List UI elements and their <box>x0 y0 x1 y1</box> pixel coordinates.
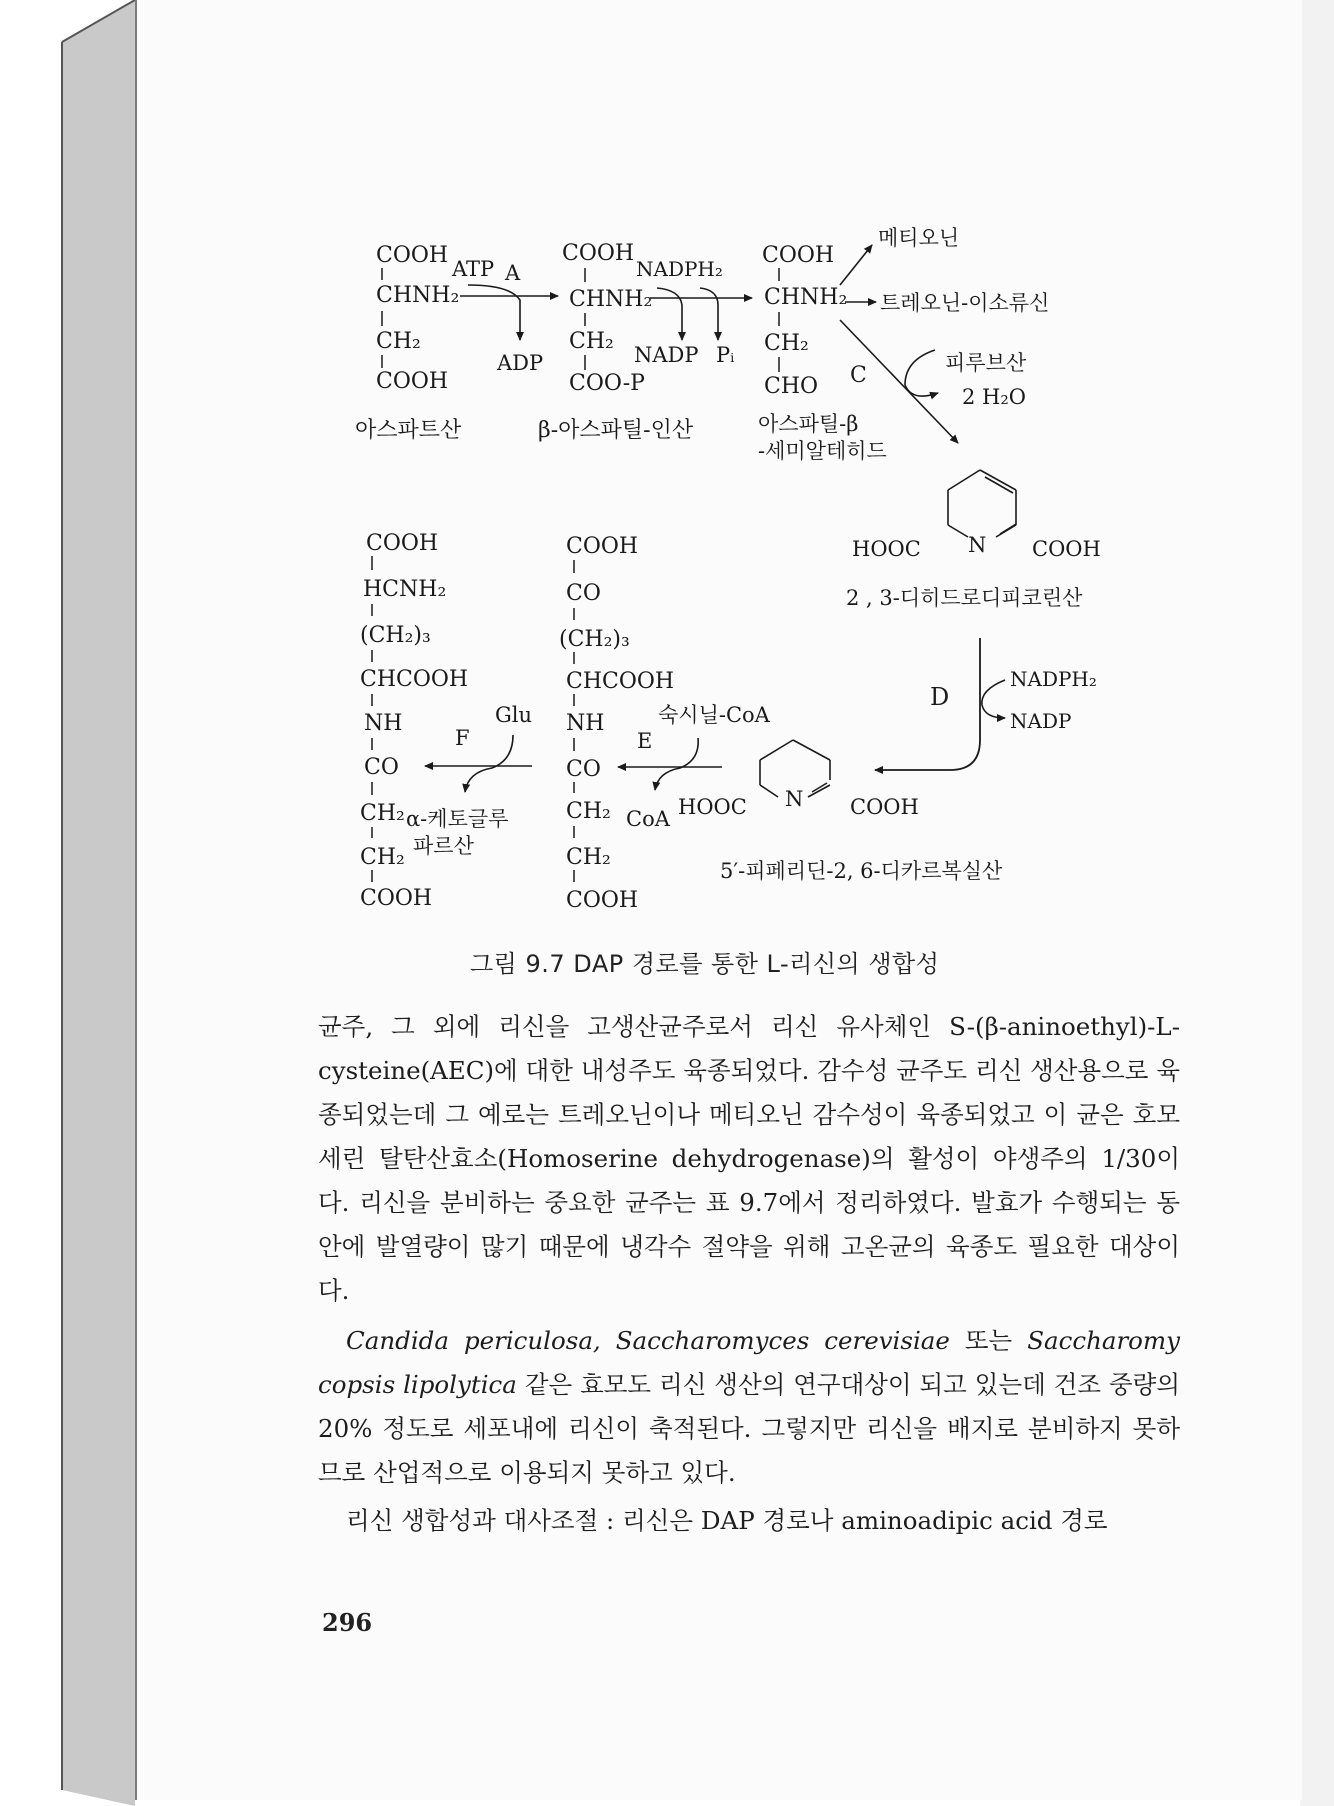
cm-line5: NH <box>566 711 605 736</box>
paragraph-3: 리신 생합성과 대사조절 : 리신은 DAP 경로나 aminoadipic acid 경로 <box>346 1506 1108 1535</box>
c1-line1: COOH <box>376 243 449 268</box>
c2-line2: CHNH₂ <box>569 287 653 312</box>
cm-line1: COOH <box>566 534 639 559</box>
c3-line4: CHO <box>764 374 819 399</box>
c3-line1: COOH <box>762 243 835 268</box>
aspartic-acid-structure <box>376 243 459 394</box>
step-f-label: F <box>455 726 470 750</box>
dhdp-cooh: COOH <box>1032 537 1101 561</box>
paragraph-2-rest: 같은 효모도 리신 생산의 연구대상이 되고 있는데 건조 중량의 20% 정도로 세포내에 리신이 축적된다. 그렇지만 리신을 배지로 분비하지 못하므로 산업적으로 이용되지 못하고 있다. <box>318 1370 1181 1487</box>
c1-line2: CHNH₂ <box>376 283 460 308</box>
step-c-label: C <box>850 363 867 388</box>
step-a-atp: ATP <box>452 257 495 281</box>
step-c-water: 2 H₂O <box>962 385 1026 409</box>
step-d-label: D <box>930 683 950 711</box>
dhdp-n: N <box>968 533 987 557</box>
step-f-ketoglutarate-2: 파르산 <box>413 834 474 858</box>
c1-name: 아스파트산 <box>355 418 462 443</box>
c1-line4: COOH <box>376 369 449 394</box>
cl-line4: CHCOOH <box>360 667 469 692</box>
p6c-hooc: HOOC <box>678 795 747 819</box>
step-b-nadp: NADP <box>634 343 699 367</box>
figure-caption: 그림 9.7 DAP 경로를 통한 L-리신의 생합성 <box>470 950 940 978</box>
c2-name: β-아스파틸-인산 <box>538 418 694 443</box>
step-e-label: E <box>637 729 653 753</box>
step-f-glu: Glu <box>495 703 533 727</box>
species-list-2: Saccharomy copsis lipolytica <box>318 1326 1180 1399</box>
p6c-n: N <box>785 787 804 811</box>
cm-line4: CHCOOH <box>566 669 675 694</box>
branch-threonine: 트레오닌-이소류신 <box>880 291 1050 315</box>
c3-line2: CHNH₂ <box>764 285 848 310</box>
dhdp-name: 2 , 3-디히드로디피코린산 <box>846 586 1083 610</box>
p6c-cooh: COOH <box>850 795 919 819</box>
page-number: 296 <box>322 1608 373 1637</box>
cm-line9: COOH <box>566 888 639 913</box>
c1-line3: CH₂ <box>376 329 421 354</box>
conjunction: 또는 <box>949 1326 1028 1355</box>
cl-line7: CH₂ <box>360 801 405 826</box>
dihydrodipicolinate-ring <box>948 470 1016 537</box>
branch-methionine: 메티오닌 <box>878 226 960 250</box>
step-e-coa: CoA <box>626 807 670 831</box>
cm-line6: CO <box>566 757 601 782</box>
c3-name-2: -세미알테히드 <box>758 439 887 463</box>
step-a-adp: ADP <box>497 351 544 375</box>
cl-line8: CH₂ <box>360 845 405 870</box>
cm-line8: CH₂ <box>566 845 611 870</box>
aspartyl-semialdehyde-structure <box>762 243 847 399</box>
body-text <box>318 1005 1180 1543</box>
p6c-name: 5′-피페리딘-2, 6-디카르복실산 <box>720 859 1003 883</box>
species-list-1: Candida periculosa, Saccharomyces cerevisiae <box>346 1326 950 1355</box>
cl-line1: COOH <box>366 531 439 556</box>
step-b-nadph2: NADPH₂ <box>636 257 723 281</box>
c2-line3: CH₂ <box>569 329 614 354</box>
paragraph-1: 균주, 그 외에 리신을 고생산균주로서 리신 유사체인 S-(β-aninoethyl)-L-cysteine(AEC)에 대한 내성주도 육종되었다. 감수성 균주도 리신 생산용으로 육종되었는데 그 예로는 트레오닌이나 메티오닌 감수성이 육종되었고 이 균은 호모세린 탈탄산효소(Homoserine dehydrogenase)의 활성이 야생주의 1/30이다. 리신을 분비하는 중요한 균주는 표 9.7에서 정리하였다. 발효가 수행되는 동안에 발열량이 많기 때문에 냉각수 절약을 위해 고온균의 육종도 필요한 대상이다. <box>318 1012 1180 1305</box>
step-b-pi: Pᵢ <box>716 343 735 367</box>
step-a-label: A <box>505 261 521 285</box>
cl-line5: NH <box>364 711 403 736</box>
c3-name-1: 아스파틸-β <box>758 412 859 436</box>
cm-line3: (CH₂)₃ <box>559 627 630 652</box>
step-e-succinyl-coa: 숙시닐-CoA <box>658 703 770 727</box>
cl-line2: HCNH₂ <box>363 577 447 602</box>
c2-line4: COO-P <box>569 371 645 396</box>
step-d-nadph2: NADPH₂ <box>1010 667 1097 691</box>
paragraph-2 <box>318 1319 1180 1495</box>
cm-line2: CO <box>566 581 601 606</box>
dhdp-hooc: HOOC <box>852 537 921 561</box>
cl-line6: CO <box>364 755 399 780</box>
c3-line3: CH₂ <box>764 331 809 356</box>
c2-line1: COOH <box>562 241 635 266</box>
cm-line7: CH₂ <box>566 799 611 824</box>
step-f-ketoglutarate-1: α-케토글루 <box>406 807 509 831</box>
cl-line3: (CH₂)₃ <box>360 623 431 648</box>
step-c-pyruvate: 피루브산 <box>945 351 1027 375</box>
succinyl-ketopimelate-structure <box>559 534 674 913</box>
step-d-nadp: NADP <box>1010 709 1072 733</box>
cl-line9: COOH <box>360 886 433 911</box>
